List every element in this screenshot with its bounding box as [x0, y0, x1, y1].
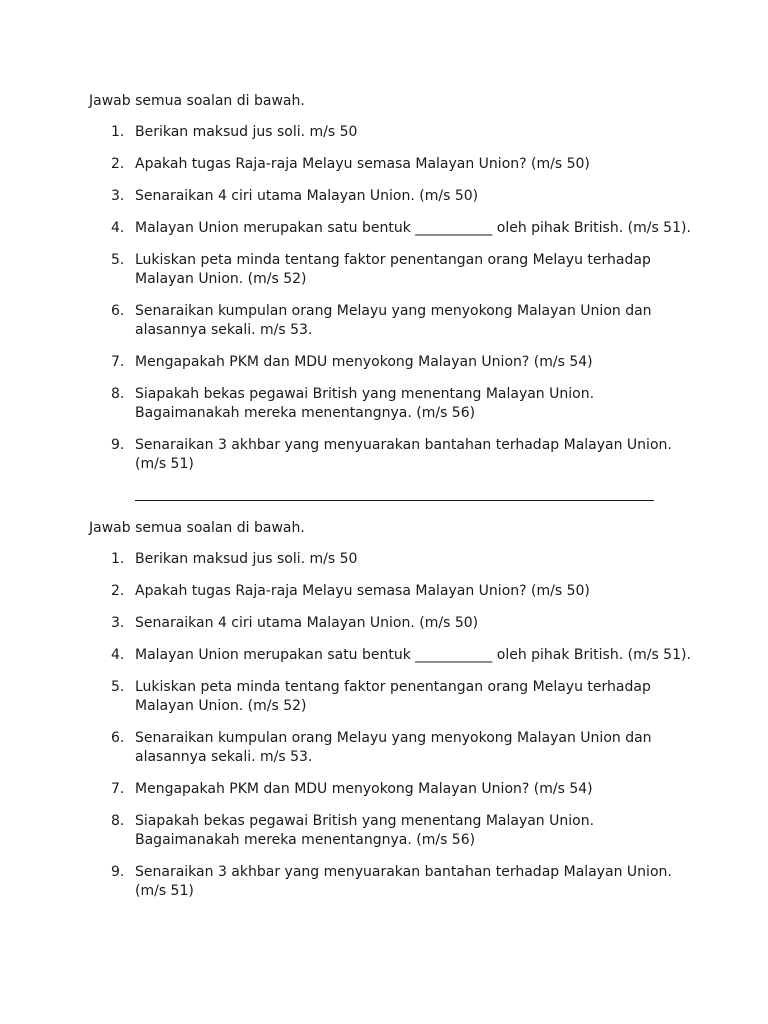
- question-item: [89, 353, 709, 372]
- question-text: Berikan maksud jus soli. m/s 50: [135, 551, 358, 567]
- question-text: Lukiskan peta minda tentang faktor penentangan orang Melayu terhadap Malayan Union. (m/s 52): [135, 252, 651, 287]
- question-number: 6.: [111, 730, 125, 746]
- question-number: 2.: [111, 583, 125, 599]
- question-section-2: [89, 519, 709, 914]
- question-item: [89, 582, 709, 601]
- question-item: [89, 614, 709, 633]
- question-text: Malayan Union merupakan satu bentuk ___________ oleh pihak British. (m/s 51).: [135, 647, 691, 663]
- question-text: Apakah tugas Raja-raja Melayu semasa Malayan Union? (m/s 50): [135, 156, 590, 172]
- question-section-1: [89, 92, 709, 487]
- question-number: 9.: [111, 437, 125, 453]
- question-number: 7.: [111, 781, 125, 797]
- question-list: [89, 550, 709, 901]
- question-text: Senaraikan 3 akhbar yang menyuarakan bantahan terhadap Malayan Union. (m/s 51): [135, 864, 672, 899]
- question-text: Lukiskan peta minda tentang faktor penentangan orang Melayu terhadap Malayan Union. (m/s 52): [135, 679, 651, 714]
- question-number: 3.: [111, 188, 125, 204]
- question-text: Apakah tugas Raja-raja Melayu semasa Malayan Union? (m/s 50): [135, 583, 590, 599]
- question-number: 4.: [111, 220, 125, 236]
- question-text: Mengapakah PKM dan MDU menyokong Malayan Union? (m/s 54): [135, 781, 593, 797]
- question-text: Senaraikan kumpulan orang Melayu yang menyokong Malayan Union dan alasannya sekali. m/s 53.: [135, 730, 652, 765]
- question-number: 1.: [111, 124, 125, 140]
- question-item: [89, 187, 709, 206]
- question-text: Senaraikan kumpulan orang Melayu yang menyokong Malayan Union dan alasannya sekali. m/s 53.: [135, 303, 652, 338]
- question-number: 4.: [111, 647, 125, 663]
- question-number: 3.: [111, 615, 125, 631]
- question-number: 6.: [111, 303, 125, 319]
- question-number: 2.: [111, 156, 125, 172]
- section-divider: [135, 500, 654, 501]
- question-item: [89, 302, 709, 340]
- question-item: [89, 251, 709, 289]
- question-text: Siapakah bekas pegawai British yang menentang Malayan Union. Bagaimanakah mereka menentangnya. (m/s 56): [135, 386, 595, 421]
- instruction-text: Jawab semua soalan di bawah.: [89, 93, 305, 109]
- question-list: [89, 123, 709, 474]
- question-item: [89, 646, 709, 665]
- question-item: [89, 550, 709, 569]
- question-number: 5.: [111, 679, 125, 695]
- question-text: Senaraikan 4 ciri utama Malayan Union. (m/s 50): [135, 188, 479, 204]
- question-item: [89, 780, 709, 799]
- question-text: Mengapakah PKM dan MDU menyokong Malayan Union? (m/s 54): [135, 354, 593, 370]
- question-text: Siapakah bekas pegawai British yang menentang Malayan Union. Bagaimanakah mereka menentangnya. (m/s 56): [135, 813, 595, 848]
- question-number: 8.: [111, 386, 125, 402]
- question-text: Senaraikan 4 ciri utama Malayan Union. (m/s 50): [135, 615, 479, 631]
- question-item: [89, 678, 709, 716]
- question-number: 5.: [111, 252, 125, 268]
- question-item: [89, 729, 709, 767]
- question-text: Malayan Union merupakan satu bentuk ___________ oleh pihak British. (m/s 51).: [135, 220, 691, 236]
- question-item: [89, 812, 709, 850]
- instruction-text: Jawab semua soalan di bawah.: [89, 520, 305, 536]
- question-number: 8.: [111, 813, 125, 829]
- question-item: [89, 436, 709, 474]
- question-item: [89, 863, 709, 901]
- question-item: [89, 123, 709, 142]
- question-number: 9.: [111, 864, 125, 880]
- question-number: 7.: [111, 354, 125, 370]
- question-text: Senaraikan 3 akhbar yang menyuarakan bantahan terhadap Malayan Union. (m/s 51): [135, 437, 672, 472]
- question-item: [89, 155, 709, 174]
- question-item: [89, 385, 709, 423]
- question-item: [89, 219, 709, 238]
- question-text: Berikan maksud jus soli. m/s 50: [135, 124, 358, 140]
- question-number: 1.: [111, 551, 125, 567]
